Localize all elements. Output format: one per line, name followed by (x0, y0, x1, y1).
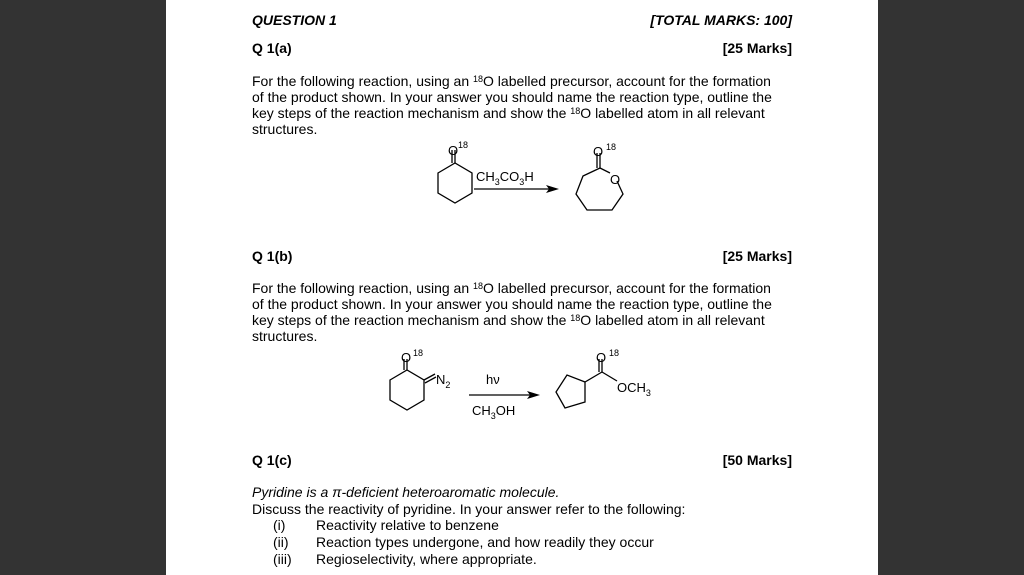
q1b-instructions: For the following reaction, using an $^{18}$O labelled precursor, account for the formation of the product shown. In your answer you should name the reaction type, outline the key steps of the reaction mechanism and show the $^{18}$O labelled atom in all relevant structures. (252, 280, 772, 344)
q1b-product-isotope: 18 (609, 348, 620, 358)
document-page (166, 0, 878, 575)
q1b-reaction-arrow (469, 391, 540, 399)
total-marks: [TOTAL MARKS: 100] (650, 12, 792, 28)
q1c-label: Q 1(c) (252, 452, 292, 468)
q1a-product-isotope: 18 (606, 142, 617, 152)
q1b-solvent: $CH_3OH$ (472, 403, 516, 421)
cyclopentane-ester-18o (556, 359, 617, 408)
q1b-light-condition: hν (486, 372, 500, 387)
q1a-reactant-oxygen: O (448, 143, 459, 158)
q1c-item-text: Reaction types undergone, and how readily they occur (316, 534, 654, 550)
q1c-item-number: (ii) (273, 534, 289, 550)
q1b-product-oxygen: O (596, 350, 607, 365)
q1a-marks: [25 Marks] (722, 40, 792, 56)
q1b-diazo-group: $N_2$ (436, 372, 451, 390)
q1b-label: Q 1(b) (252, 248, 293, 264)
q1a-product-oxygen: O (593, 144, 604, 159)
q1a-reactant-isotope: 18 (458, 140, 469, 150)
q1a-instructions: For the following reaction, using an $^{18}$O labelled precursor, account for the formation of the product shown. In your answer you should name the reaction type, outline the key steps of the reaction mechanism and show the $^{18}$O labelled atom in all relevant structures. (252, 73, 772, 137)
q1a-ring-oxygen: O (610, 172, 621, 187)
q1c-intro: Pyridine is a π-deficient heteroaromatic molecule. (252, 484, 560, 500)
diazoketone-18o (390, 359, 436, 410)
q1b-marks: [25 Marks] (722, 248, 792, 264)
q1b-reactant-isotope: 18 (413, 348, 424, 358)
question-title: QUESTION 1 (252, 12, 337, 28)
q1c-item-text: Reactivity relative to benzene (316, 517, 499, 533)
q1c-item-number: (iii) (273, 551, 292, 567)
q1b-reactant-oxygen: O (401, 350, 412, 365)
q1c-prompt: Discuss the reactivity of pyridine. In your answer refer to the following: (252, 501, 686, 517)
q1c-marks: [50 Marks] (722, 452, 792, 468)
q1c-item-text: Regioselectivity, where appropriate. (316, 551, 537, 567)
q1c-item-number: (i) (273, 517, 286, 533)
q1b-methoxy-group: $OCH_3$ (617, 380, 651, 398)
q1a-label: Q 1(a) (252, 40, 292, 56)
q1a-reagent: $CH_3CO_3H$ (476, 169, 534, 187)
